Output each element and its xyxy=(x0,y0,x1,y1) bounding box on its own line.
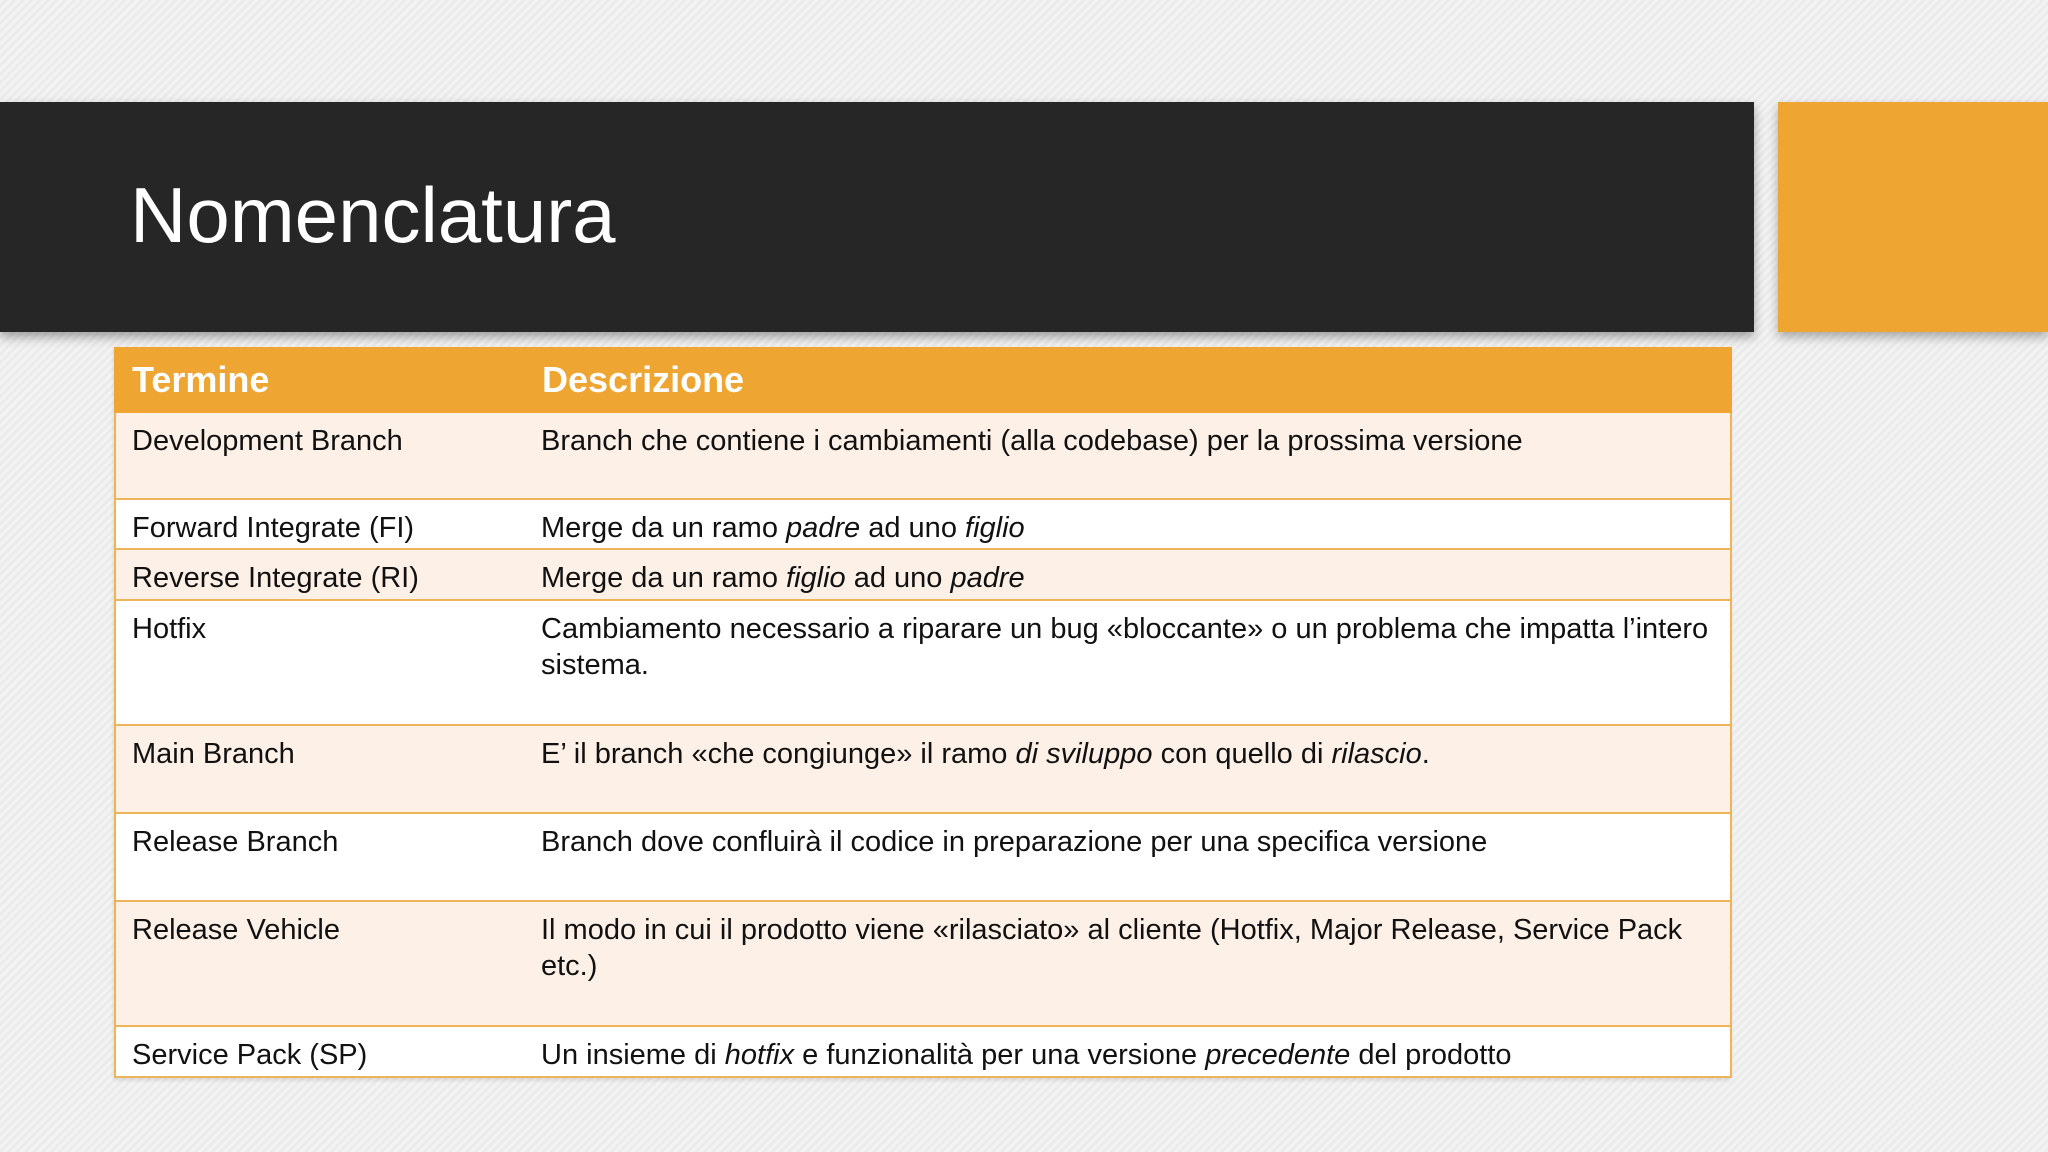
description-cell xyxy=(525,1026,1731,1077)
slide-title: Nomenclatura xyxy=(130,171,616,259)
description-text: Branch dove confluirà il codice in preparazione per una specifica versione xyxy=(541,826,1488,858)
description-text: con quello di xyxy=(1152,738,1332,770)
term-cell: Service Pack (SP) xyxy=(115,1026,525,1077)
description-text: Branch che contiene i cambiamenti (alla codebase) per la prossima versione xyxy=(541,425,1523,457)
description-text: Un insieme di xyxy=(541,1039,725,1071)
description-text: ad uno xyxy=(860,512,966,544)
title-band xyxy=(0,102,1754,332)
nomenclature-table-container xyxy=(114,347,1730,1078)
term-cell: Forward Integrate (FI) xyxy=(115,499,525,549)
description-emphasis: precedente xyxy=(1205,1039,1351,1071)
description-emphasis: padre xyxy=(786,512,861,544)
table-header-row xyxy=(115,348,1731,412)
description-text: e funzionalità per una versione xyxy=(794,1039,1206,1071)
header-description: Descrizione xyxy=(525,348,1731,412)
term-cell: Development Branch xyxy=(115,412,525,499)
description-text: Merge da un ramo xyxy=(541,512,787,544)
description-text: ad uno xyxy=(845,562,951,594)
description-cell xyxy=(525,600,1731,725)
description-emphasis: hotfix xyxy=(724,1039,795,1071)
term-cell: Release Vehicle xyxy=(115,901,525,1026)
description-cell xyxy=(525,549,1731,600)
table-row xyxy=(115,412,1731,499)
description-text: Cambiamento necessario a riparare un bug «bloccante» o un problema che impatta l’intero sistema. xyxy=(541,613,1709,681)
description-text: del prodotto xyxy=(1350,1039,1512,1071)
term-cell: Release Branch xyxy=(115,813,525,901)
table-row xyxy=(115,499,1731,549)
table-body xyxy=(115,412,1731,1077)
term-cell: Hotfix xyxy=(115,600,525,725)
description-text: . xyxy=(1421,738,1430,770)
description-cell xyxy=(525,901,1731,1026)
table-row xyxy=(115,813,1731,901)
term-cell: Main Branch xyxy=(115,725,525,813)
table-row xyxy=(115,549,1731,600)
description-emphasis: rilascio xyxy=(1331,738,1422,770)
description-cell xyxy=(525,813,1731,901)
nomenclature-table xyxy=(114,347,1732,1078)
description-text: E’ il branch «che congiunge» il ramo xyxy=(541,738,1016,770)
term-cell: Reverse Integrate (RI) xyxy=(115,549,525,600)
description-emphasis: figlio xyxy=(965,512,1025,544)
description-emphasis: di sviluppo xyxy=(1015,738,1153,770)
table-row xyxy=(115,1026,1731,1077)
description-emphasis: padre xyxy=(950,562,1025,594)
table-row xyxy=(115,725,1731,813)
table-row xyxy=(115,600,1731,725)
table-header xyxy=(115,348,1731,412)
description-cell xyxy=(525,725,1731,813)
description-emphasis: figlio xyxy=(786,562,846,594)
header-term: Termine xyxy=(115,348,525,412)
accent-block xyxy=(1778,102,2048,332)
description-text: Il modo in cui il prodotto viene «rilasciato» al cliente (Hotfix, Major Release, Service Pack etc.) xyxy=(541,914,1683,982)
description-cell xyxy=(525,499,1731,549)
description-cell xyxy=(525,412,1731,499)
description-text: Merge da un ramo xyxy=(541,562,787,594)
table-row xyxy=(115,901,1731,1026)
